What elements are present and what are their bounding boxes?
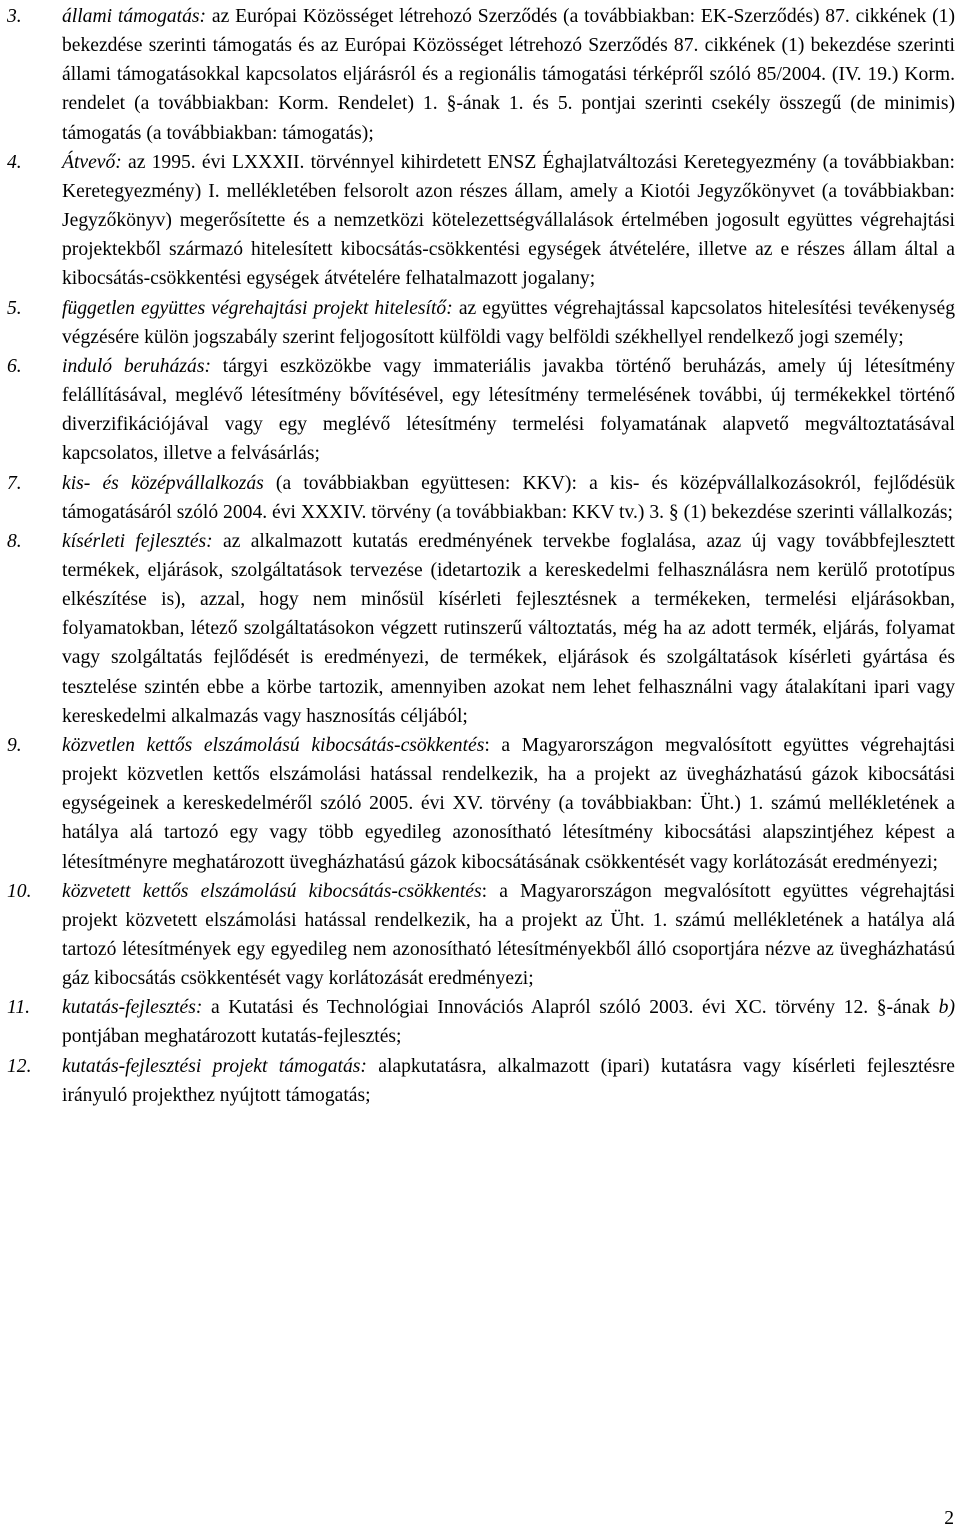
item-body	[62, 877, 955, 994]
item-body	[62, 993, 955, 1051]
defined-term: közvetlen kettős elszámolású kibocsátás-csökkentés	[62, 734, 485, 756]
item-number: 3.	[7, 6, 22, 27]
item-number: 12.	[7, 1055, 32, 1077]
defined-term: kísérleti fejlesztés:	[62, 530, 213, 552]
defined-term: kutatás-fejlesztési projekt támogatás:	[62, 1055, 367, 1077]
defined-term: állami támogatás:	[62, 6, 207, 27]
item-body	[62, 294, 955, 352]
definition-item-8	[7, 527, 955, 731]
item-body	[62, 527, 955, 731]
item-number: 7.	[7, 472, 22, 494]
definition-item-4	[7, 148, 955, 294]
definition-item-7	[7, 469, 955, 527]
definition-item-12	[7, 1052, 955, 1110]
definition-text: : a Magyarországon megvalósított együttes végrehajtási projekt közvetlen kettős elszámolási hatással rendelkezik, ha a projekt az üvegházhatású gázok kibocsátási egységeinek a kereskedelméről szóló 2005. évi XV. törvény (a továbbiakban: Üht.) 1. számú mellékletének a hatálya alá tartozó egy vagy több egyedileg azonosítható létesítmény kibocsátási alapszintjéhez képest a létesítményre meghatározott üvegházhatású gázok kibocsátásának csökkentését vagy korlátozását eredményezi;	[62, 734, 955, 873]
defined-term: közvetett kettős elszámolású kibocsátás-csökkentés	[62, 880, 482, 902]
definition-text: (a továbbiakban együttesen: KKV): a kis- és középvállalkozásokról, fejlődésük támogatásáról szóló 2004. évi XXXIV. törvény (a továbbiakban: KKV tv.) 3. § (1) bekezdése szerinti vállalkozás;	[62, 472, 955, 523]
item-body	[62, 1052, 955, 1110]
definition-text: az 1995. évi LXXXII. törvénnyel kihirdetett ENSZ Éghajlatváltozási Keretegyezmény (a továbbiakban: Keretegyezmény) I. mellékletében felsorolt azon részes állam, amely a Kiotói Jegyzőkönyvet (a továbbiakban: Jegyzőkönyv) megerősítette és a nemzetközi kötelezettségvállalások értelmében jogosult együttes végrehajtási projektekből származó hitelesített kibocsátás-csökkentési egységek átvételére, illetve az e részes állam által a kibocsátás-csökkentési egységek átvételére felhatalmazott jogalany;	[62, 151, 955, 290]
definition-text: alapkutatásra, alkalmazott (ipari) kutatásra vagy kísérleti fejlesztésre irányuló projekthez nyújtott támogatás;	[62, 1055, 955, 1106]
definition-text: az együttes végrehajtással kapcsolatos hitelesítési tevékenység végzésére külön jogszabály szerint feljogosított külföldi vagy belföldi székhellyel rendelkező jogi személy;	[62, 297, 955, 348]
defined-term: független együttes végrehajtási projekt hitelesítő:	[62, 297, 453, 319]
item-body	[62, 2, 955, 148]
definition-item-11	[7, 993, 955, 1051]
item-number: 9.	[7, 734, 22, 756]
definition-text-continued: pontjában meghatározott kutatás-fejlesztés;	[62, 1026, 402, 1048]
item-number: 10.	[7, 880, 32, 902]
item-number: 4.	[7, 151, 22, 173]
defined-term: kutatás-fejlesztés:	[62, 997, 203, 1019]
item-number: 8.	[7, 530, 22, 552]
definition-text: a Kutatási és Technológiai Innovációs Alapról szóló 2003. évi XC. törvény 12. §-ának	[202, 997, 939, 1019]
item-number: 5.	[7, 297, 22, 319]
definition-item-6	[7, 352, 955, 469]
definition-item-3	[7, 2, 955, 148]
item-body	[62, 352, 955, 469]
item-body	[62, 469, 955, 527]
definition-item-5	[7, 294, 955, 352]
defined-term: kis- és középvállalkozás	[62, 472, 264, 494]
definition-text: az alkalmazott kutatás eredményének tervekbe foglalása, azaz új vagy továbbfejlesztett termékek, eljárások, szolgáltatások tervezése (idetartozik a kereskedelmi felhasználásra nem kerülő prototípus elkészítése is), azzal, hogy nem minősül kísérleti fejlesztésnek a termékeken, termelési eljárásokban, folyamatokban, létező szolgáltatásokon végzett rutinszerű változtatás, még ha az adott termék, eljárás, folyamat vagy szolgáltatás fejlődését is eredményezi, de termékek, eljárások és szolgáltatások kísérleti gyártása és tesztelése szintén ebbe a körbe tartozik, amennyiben azokat nem lehet felhasználni vagy átalakítani ipari vagy kereskedelmi alkalmazás vagy hasznosítás céljából;	[62, 530, 955, 727]
defined-term: Átvevő:	[62, 151, 122, 173]
item-number: 6.	[7, 355, 22, 377]
definition-text: : a Magyarországon megvalósított együttes végrehajtási projekt közvetett elszámolási hatással rendelkezik, ha a projekt az Üht. 1. számú mellékletének a hatálya alá tartozó létesítmények egy egyedileg nem azonosítható létesítményekből álló csoportjára nézve az üvegházhatású gáz kibocsátás csökkentését vagy korlátozását eredményezi;	[62, 880, 955, 990]
defined-term: induló beruházás:	[62, 355, 211, 377]
definition-text: az Európai Közösséget létrehozó Szerződés (a továbbiakban: EK-Szerződés) 87. cikkének (1) bekezdése szerinti támogatás és az Európai Közösséget létrehozó Szerződés 87. cikkének (1) bekezdése szerinti állami támogatásokkal kapcsolatos eljárásról és a regionális támogatási térképről szóló 85/2004. (IV. 19.) Korm. rendelet (a továbbiakban: Korm. Rendelet) 1. §-ának 1. és 5. pontjai szerinti csekély összegű (de minimis) támogatás (a továbbiakban: támogatás);	[62, 6, 955, 144]
item-body	[62, 148, 955, 294]
item-body	[62, 731, 955, 877]
definition-list	[7, 2, 955, 1110]
definition-item-9	[7, 731, 955, 877]
definition-text: tárgyi eszközökbe vagy immateriális javakba történő beruházás, amely új létesítmény felállításával, meglévő létesítmény bővítésével, egy létesítmény termelésének további, új termékekkel történő diverzifikációjával vagy egy meglévő létesítmény termelési folyamatának alapvető megváltoztatásával kapcsolatos, illetve a felvásárlás;	[62, 355, 955, 465]
point-reference: b)	[938, 997, 955, 1019]
definition-item-10	[7, 877, 955, 994]
item-number: 11.	[7, 997, 31, 1019]
page-number: 2	[944, 1508, 954, 1529]
